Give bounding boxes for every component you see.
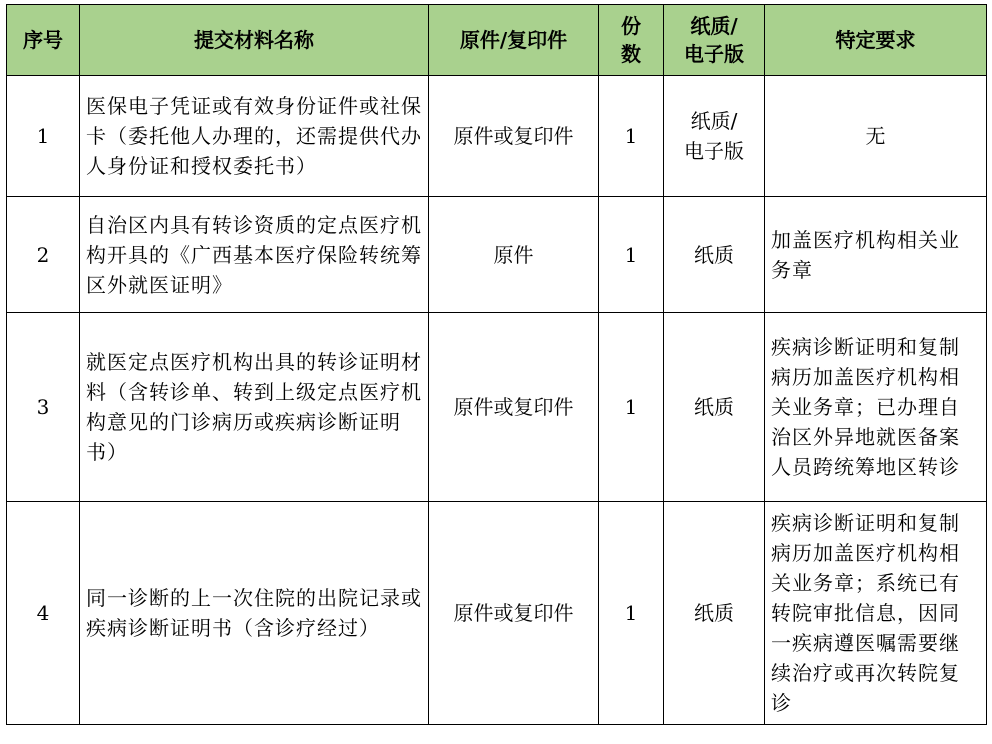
row-copy-type: 原件 — [429, 197, 599, 313]
header-medium — [664, 5, 765, 76]
header-row — [7, 5, 987, 76]
header-medium-line2: 电子版 — [684, 42, 744, 66]
row-medium — [664, 76, 765, 197]
row-count: 1 — [599, 313, 664, 502]
table-row — [7, 76, 987, 197]
row-count: 1 — [599, 76, 664, 197]
row-count: 1 — [599, 502, 664, 725]
header-requirement: 特定要求 — [765, 5, 987, 76]
row-medium: 纸质 — [664, 502, 765, 725]
row-copy-type: 原件或复印件 — [429, 313, 599, 502]
row-material-name: 同一诊断的上一次住院的出院记录或疾病诊断证明书（含诊疗经过） — [80, 502, 429, 725]
row-seq: 2 — [7, 197, 80, 313]
row-medium-line2: 电子版 — [684, 139, 744, 163]
row-requirement: 加盖医疗机构相关业务章 — [765, 197, 987, 313]
header-count — [599, 5, 664, 76]
materials-table — [6, 4, 987, 725]
header-medium-line1: 纸质/ — [690, 14, 738, 38]
row-material-name: 医保电子凭证或有效身份证件或社保卡（委托他人办理的，还需提供代办人身份证和授权委托书） — [80, 76, 429, 197]
row-material-name: 就医定点医疗机构出具的转诊证明材料（含转诊单、转到上级定点医疗机构意见的门诊病历或疾病诊断证明书） — [80, 313, 429, 502]
header-count-line2: 数 — [621, 42, 641, 66]
row-count: 1 — [599, 197, 664, 313]
row-medium: 纸质 — [664, 313, 765, 502]
row-requirement: 无 — [765, 76, 987, 197]
row-copy-type: 原件或复印件 — [429, 76, 599, 197]
row-medium: 纸质 — [664, 197, 765, 313]
row-seq: 1 — [7, 76, 80, 197]
row-medium-line1: 纸质/ — [690, 109, 738, 133]
row-copy-type: 原件或复印件 — [429, 502, 599, 725]
table-row — [7, 313, 987, 502]
table-row — [7, 502, 987, 725]
row-material-name: 自治区内具有转诊资质的定点医疗机构开具的《广西基本医疗保险转统筹区外就医证明》 — [80, 197, 429, 313]
row-seq: 4 — [7, 502, 80, 725]
header-count-line1: 份 — [621, 14, 641, 38]
header-copy-type: 原件/复印件 — [429, 5, 599, 76]
row-requirement: 疾病诊断证明和复制病历加盖医疗机构相关业务章；系统已有转院审批信息，因同一疾病遵医嘱需要继续治疗或再次转院复诊 — [765, 502, 987, 725]
header-material-name: 提交材料名称 — [80, 5, 429, 76]
table-row — [7, 197, 987, 313]
row-requirement: 疾病诊断证明和复制病历加盖医疗机构相关业务章；已办理自治区外异地就医备案人员跨统筹地区转诊 — [765, 313, 987, 502]
row-seq: 3 — [7, 313, 80, 502]
header-seq: 序号 — [7, 5, 80, 76]
